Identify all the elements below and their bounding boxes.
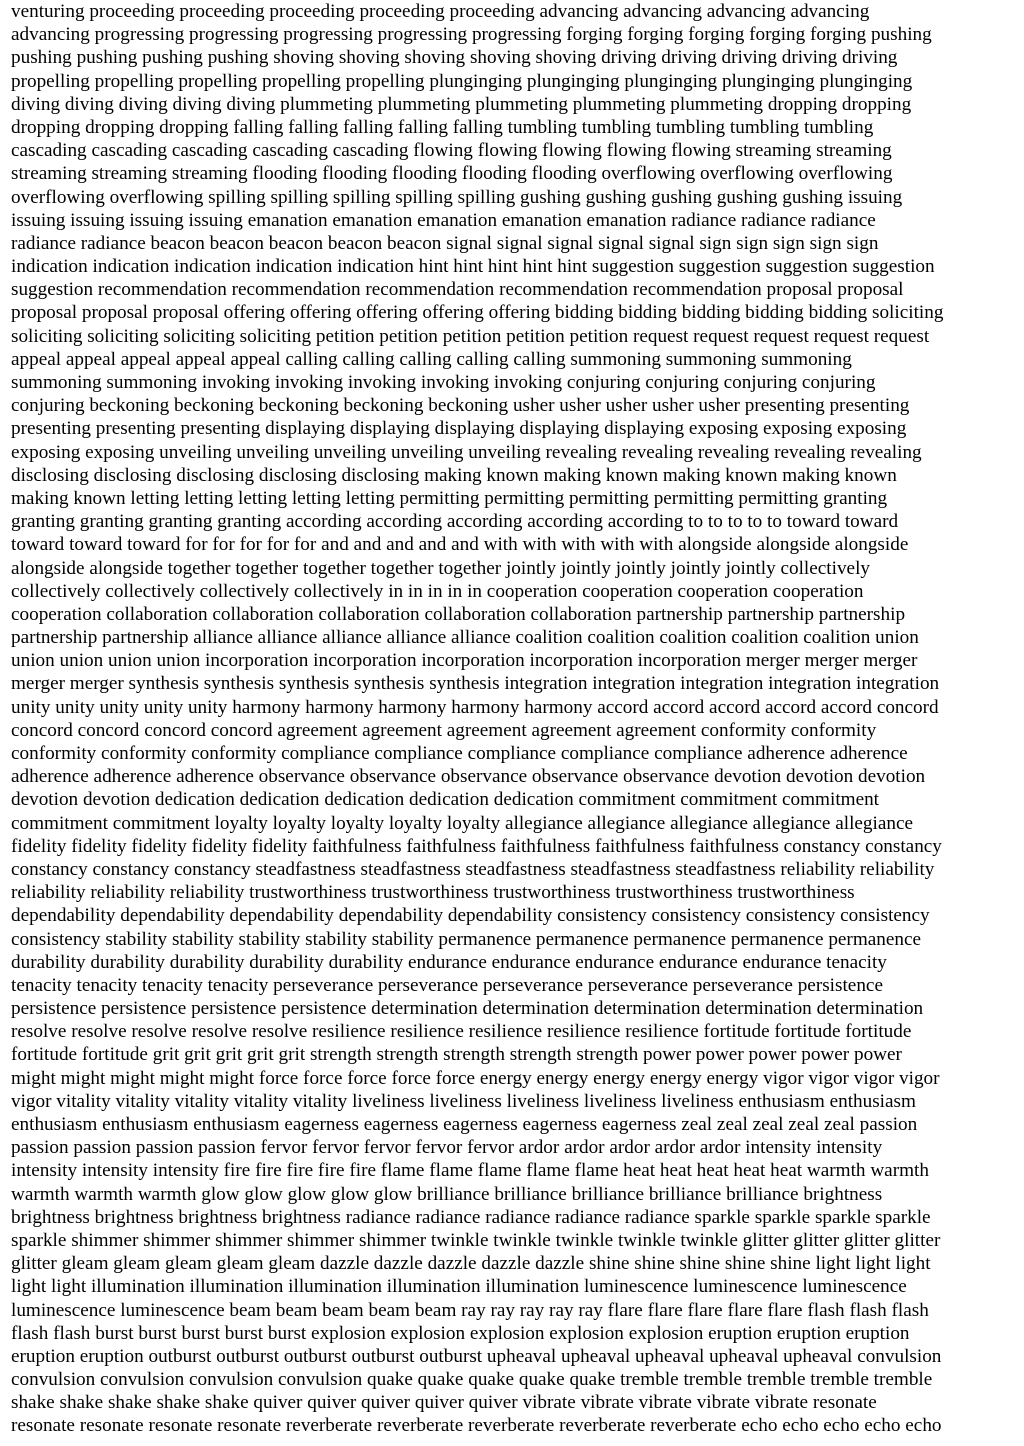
text-line: reliability reliability reliability trustworthiness trustworthiness trustworthiness trustworthiness trustworthiness bbox=[11, 882, 855, 904]
text-line: union union union union incorporation incorporation incorporation incorporation incorporation merger merger merger bbox=[11, 650, 918, 672]
text-line: luminescence luminescence beam beam beam beam beam ray ray ray ray ray flare flare flare flare flare flash flash flash bbox=[11, 1299, 929, 1321]
text-line: tenacity tenacity tenacity tenacity perseverance perseverance perseverance perseverance perseverance persistence bbox=[11, 974, 883, 996]
text-line: unity unity unity unity unity harmony harmony harmony harmony harmony accord accord accord accord accord concord bbox=[11, 696, 939, 718]
text-line: adherence adherence adherence observance observance observance observance observance devotion devotion devotion bbox=[11, 766, 926, 788]
text-line: intensity intensity intensity fire fire fire fire fire flame flame flame flame flame heat heat heat heat heat warmth warmth bbox=[11, 1160, 929, 1182]
text-line: alongside alongside together together together together together jointly jointly jointly jointly jointly collectively bbox=[11, 557, 870, 579]
text-line: appeal appeal appeal appeal appeal calling calling calling calling calling summoning summoning summoning bbox=[11, 348, 852, 370]
text-line: venturing proceeding proceeding proceeding proceeding proceeding advancing advancing advancing advancing bbox=[11, 1, 870, 22]
text-line: soliciting soliciting soliciting soliciting petition petition petition petition petition request request request request request bbox=[11, 325, 930, 347]
text-line: dependability dependability dependability dependability dependability consistency consistency consistency consistency bbox=[11, 905, 930, 927]
text-line: disclosing disclosing disclosing disclosing disclosing making known making known making known making known bbox=[11, 464, 897, 486]
text-line: presenting presenting presenting displaying displaying displaying displaying displaying exposing exposing exposing bbox=[11, 418, 907, 440]
text-line: merger merger synthesis synthesis synthesis synthesis synthesis integration integration integration integration integration bbox=[11, 673, 940, 695]
text-line: toward toward toward for for for for for and and and and and with with with with with alongside alongside alongside bbox=[11, 534, 909, 556]
text-line: persistence persistence persistence persistence determination determination determination determination determination bbox=[11, 998, 924, 1020]
text-line: fidelity fidelity fidelity fidelity fidelity faithfulness faithfulness faithfulness faithfulness faithfulness constancy constancy bbox=[11, 835, 942, 857]
text-line: resonate resonate resonate resonate reverberate reverberate reverberate reverberate reverberate echo echo echo echo echo bbox=[11, 1415, 942, 1437]
text-line: brightness brightness brightness brightness radiance radiance radiance radiance radiance sparkle sparkle sparkle sparkle bbox=[11, 1206, 931, 1228]
text-line: passion passion passion passion fervor fervor fervor fervor fervor ardor ardor ardor ardor ardor intensity intensity bbox=[11, 1137, 883, 1159]
text-line: warmth warmth warmth glow glow glow glow glow brilliance brilliance brilliance brilliance brilliance brightness bbox=[11, 1183, 883, 1205]
text-line: might might might might might force force force force force energy energy energy energy energy vigor vigor vigor vigor bbox=[11, 1067, 940, 1089]
text-line: summoning summoning invoking invoking invoking invoking invoking conjuring conjuring conjuring conjuring bbox=[11, 372, 876, 393]
text-line: proposal proposal proposal offering offering offering offering offering bidding bidding bidding bidding bidding soliciting bbox=[11, 302, 944, 324]
text-line: convulsion convulsion convulsion convulsion quake quake quake quake quake tremble tremble tremble tremble tremble bbox=[11, 1369, 933, 1391]
text-line: overflowing overflowing spilling spilling spilling spilling spilling gushing gushing gushing gushing gushing issuing bbox=[11, 186, 903, 208]
text-line: exposing exposing unveiling unveiling unveiling unveiling unveiling revealing revealing revealing revealing revealing bbox=[11, 441, 922, 463]
text-line: fortitude fortitude grit grit grit grit grit strength strength strength strength strength power power power power power bbox=[11, 1044, 902, 1066]
text-line: flash flash burst burst burst burst burst explosion explosion explosion explosion explosion eruption eruption eruption bbox=[11, 1322, 910, 1344]
text-line: resolve resolve resolve resolve resolve resilience resilience resilience resilience resilience fortitude fortitude fortitude bbox=[11, 1021, 912, 1043]
text-line: suggestion recommendation recommendation recommendation recommendation recommendation proposal proposal bbox=[11, 279, 904, 301]
text-line: constancy constancy constancy steadfastness steadfastness steadfastness steadfastness steadfastness reliability reliability bbox=[11, 858, 935, 880]
text-line: advancing progressing progressing progressing progressing progressing forging forging forging forging forging pushing bbox=[11, 24, 932, 46]
text-line: pushing pushing pushing pushing shoving shoving shoving shoving shoving driving driving driving driving driving bbox=[11, 47, 898, 69]
text-line: indication indication indication indication indication hint hint hint hint hint suggestion suggestion suggestion suggestion bbox=[11, 256, 935, 278]
text-line: sparkle shimmer shimmer shimmer shimmer shimmer twinkle twinkle twinkle twinkle twinkle glitter glitter glitter glitter bbox=[11, 1229, 941, 1251]
text-line: dropping dropping dropping falling falling falling falling falling tumbling tumbling tumbling tumbling tumbling bbox=[11, 116, 874, 138]
text-line: vigor vitality vitality vitality vitality vitality liveliness liveliness liveliness liveliness liveliness enthusiasm enthusiasm bbox=[11, 1090, 916, 1112]
text-line: devotion devotion dedication dedication dedication dedication dedication commitment commitment commitment bbox=[11, 789, 880, 811]
text-line: propelling propelling propelling propelling propelling plunginging plunginging plunginging plunginging plunginging bbox=[11, 70, 913, 92]
text-line: glitter gleam gleam gleam gleam gleam dazzle dazzle dazzle dazzle dazzle shine shine shine shine shine light light light bbox=[11, 1253, 931, 1275]
text-line: light light illumination illumination illumination illumination illumination luminescence luminescence luminescence bbox=[11, 1276, 907, 1298]
text-line: making known letting letting letting letting letting permitting permitting permitting permitting permitting granting bbox=[11, 487, 888, 509]
text-line: diving diving diving diving diving plummeting plummeting plummeting plummeting plummeting dropping dropping bbox=[11, 93, 912, 115]
text-line: granting granting granting granting according according according according according to to to to to toward toward bbox=[11, 511, 899, 533]
text-line: concord concord concord concord agreement agreement agreement agreement agreement conformity conformity bbox=[11, 719, 877, 741]
text-line: commitment commitment loyalty loyalty loyalty loyalty loyalty allegiance allegiance allegiance allegiance allegiance bbox=[11, 812, 913, 834]
text-line: shake shake shake shake shake quiver quiver quiver quiver quiver vibrate vibrate vibrate vibrate vibrate resonate bbox=[11, 1392, 877, 1414]
text-line: enthusiasm enthusiasm enthusiasm eagerness eagerness eagerness eagerness eagerness zeal zeal zeal zeal zeal passion bbox=[11, 1114, 918, 1135]
text-line: streaming streaming streaming flooding flooding flooding flooding flooding overflowing overflowing overflowing bbox=[11, 163, 893, 185]
text-line: consistency stability stability stability stability stability permanence permanence permanence permanence permanence bbox=[11, 928, 922, 950]
text-line: durability durability durability durability durability endurance endurance endurance endurance endurance tenacity bbox=[11, 951, 887, 973]
text-line: collectively collectively collectively collectively in in in in in cooperation cooperation cooperation cooperation bbox=[11, 580, 864, 602]
text-line: issuing issuing issuing issuing emanation emanation emanation emanation emanation radiance radiance radiance bbox=[11, 209, 876, 231]
text-line: partnership partnership alliance alliance alliance alliance alliance coalition coalition coalition coalition coalition union bbox=[11, 627, 919, 649]
text-line: cooperation collaboration collaboration collaboration collaboration collaboration partnership partnership partnership bbox=[11, 603, 906, 625]
text-line: conformity conformity conformity compliance compliance compliance compliance compliance adherence adherence bbox=[11, 743, 908, 764]
text-line: cascading cascading cascading cascading cascading flowing flowing flowing flowing flowing streaming streaming bbox=[11, 140, 892, 162]
text-line: conjuring beckoning beckoning beckoning beckoning beckoning usher usher usher usher usher presenting presenting bbox=[11, 395, 910, 417]
text-line: eruption eruption outburst outburst outburst outburst outburst upheaval upheaval upheaval upheaval upheaval convulsion bbox=[11, 1345, 942, 1367]
text-line: radiance radiance beacon beacon beacon beacon beacon signal signal signal signal signal sign sign sign sign sign bbox=[11, 232, 879, 254]
document-body bbox=[11, 0, 1021, 1438]
